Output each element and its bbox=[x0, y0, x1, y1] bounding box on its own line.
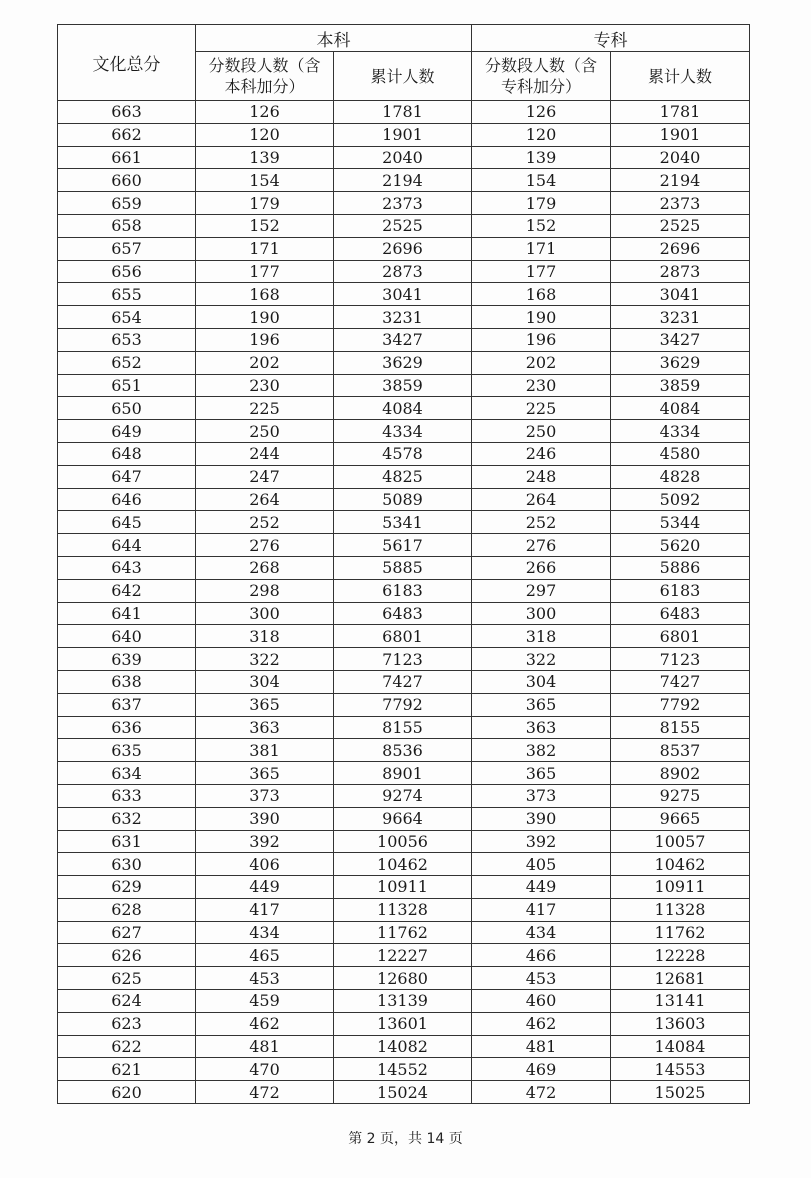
undergraduate-count-cell: 322 bbox=[196, 648, 334, 671]
table-row bbox=[58, 853, 750, 876]
table-row bbox=[58, 990, 750, 1013]
junior-college-count-cell: 365 bbox=[472, 693, 611, 716]
score-cell: 625 bbox=[58, 967, 196, 990]
undergraduate-cumulative-cell: 12680 bbox=[334, 967, 472, 990]
undergraduate-count-cell: 247 bbox=[196, 465, 334, 488]
junior-college-cumulative-cell: 14084 bbox=[611, 1035, 750, 1058]
undergraduate-cumulative-cell: 2873 bbox=[334, 260, 472, 283]
undergraduate-cumulative-cell: 3859 bbox=[334, 374, 472, 397]
score-column-header: 文化总分 bbox=[58, 25, 196, 101]
table-row bbox=[58, 944, 750, 967]
table-row bbox=[58, 123, 750, 146]
score-cell: 658 bbox=[58, 214, 196, 237]
junior-college-cumulative-cell: 3427 bbox=[611, 328, 750, 351]
undergraduate-cumulative-cell: 6183 bbox=[334, 579, 472, 602]
undergraduate-cumulative-cell: 10911 bbox=[334, 876, 472, 899]
score-cell: 626 bbox=[58, 944, 196, 967]
junior-college-cumulative-cell: 8902 bbox=[611, 762, 750, 785]
junior-college-count-cell: 276 bbox=[472, 534, 611, 557]
undergraduate-count-cell: 126 bbox=[196, 101, 334, 124]
undergraduate-cumulative-cell: 15024 bbox=[334, 1081, 472, 1104]
junior-college-count-cell: 469 bbox=[472, 1058, 611, 1081]
table-body bbox=[58, 101, 750, 1104]
undergraduate-count-cell: 154 bbox=[196, 169, 334, 192]
undergraduate-cumulative-cell: 2373 bbox=[334, 192, 472, 215]
table-row bbox=[58, 739, 750, 762]
table-row bbox=[58, 876, 750, 899]
undergraduate-cumulative-cell: 5089 bbox=[334, 488, 472, 511]
score-cell: 635 bbox=[58, 739, 196, 762]
score-cell: 655 bbox=[58, 283, 196, 306]
undergraduate-count-cell: 304 bbox=[196, 670, 334, 693]
junior-college-count-cell: 318 bbox=[472, 625, 611, 648]
table-row bbox=[58, 830, 750, 853]
junior-college-cumulative-cell: 2525 bbox=[611, 214, 750, 237]
undergraduate-count-cell: 406 bbox=[196, 853, 334, 876]
junior-college-count-cell: 365 bbox=[472, 762, 611, 785]
undergraduate-cumulative-cell: 9274 bbox=[334, 784, 472, 807]
junior-college-cumulative-cell: 12228 bbox=[611, 944, 750, 967]
table-row bbox=[58, 397, 750, 420]
undergraduate-count-cell: 390 bbox=[196, 807, 334, 830]
junior-college-cumulative-cell: 12681 bbox=[611, 967, 750, 990]
junior-college-count-cell: 266 bbox=[472, 556, 611, 579]
undergraduate-count-cell: 381 bbox=[196, 739, 334, 762]
table-row bbox=[58, 214, 750, 237]
undergraduate-count-cell: 196 bbox=[196, 328, 334, 351]
undergraduate-count-cell: 190 bbox=[196, 306, 334, 329]
undergraduate-cumulative-cell: 14552 bbox=[334, 1058, 472, 1081]
undergraduate-count-cell: 363 bbox=[196, 716, 334, 739]
junior-college-count-cell: 466 bbox=[472, 944, 611, 967]
undergraduate-count-cell: 453 bbox=[196, 967, 334, 990]
undergraduate-cumulative-cell: 8536 bbox=[334, 739, 472, 762]
junior-college-count-cell: 417 bbox=[472, 898, 611, 921]
score-cell: 646 bbox=[58, 488, 196, 511]
undergraduate-cumulative-cell: 9664 bbox=[334, 807, 472, 830]
table-row bbox=[58, 625, 750, 648]
junior-college-cumulative-cell: 7427 bbox=[611, 670, 750, 693]
undergraduate-count-header-line2: 本科加分） bbox=[224, 77, 305, 96]
score-cell: 621 bbox=[58, 1058, 196, 1081]
junior-college-count-cell: 179 bbox=[472, 192, 611, 215]
undergraduate-count-cell: 465 bbox=[196, 944, 334, 967]
table-row bbox=[58, 283, 750, 306]
junior-college-count-cell: 139 bbox=[472, 146, 611, 169]
undergraduate-cumulative-cell: 3427 bbox=[334, 328, 472, 351]
table-row bbox=[58, 306, 750, 329]
table-row bbox=[58, 1058, 750, 1081]
undergraduate-count-cell: 472 bbox=[196, 1081, 334, 1104]
table-row bbox=[58, 602, 750, 625]
junior-college-cumulative-cell: 10911 bbox=[611, 876, 750, 899]
undergraduate-cumulative-cell: 5885 bbox=[334, 556, 472, 579]
junior-college-count-cell: 168 bbox=[472, 283, 611, 306]
score-cell: 639 bbox=[58, 648, 196, 671]
undergraduate-count-cell: 365 bbox=[196, 762, 334, 785]
undergraduate-count-cell: 365 bbox=[196, 693, 334, 716]
junior-college-cumulative-cell: 9665 bbox=[611, 807, 750, 830]
junior-college-count-cell: 230 bbox=[472, 374, 611, 397]
junior-college-count-cell: 190 bbox=[472, 306, 611, 329]
undergraduate-count-cell: 392 bbox=[196, 830, 334, 853]
undergraduate-cumulative-cell: 2194 bbox=[334, 169, 472, 192]
table-row bbox=[58, 534, 750, 557]
undergraduate-cumulative-cell: 7792 bbox=[334, 693, 472, 716]
undergraduate-count-cell: 276 bbox=[196, 534, 334, 557]
undergraduate-count-cell: 449 bbox=[196, 876, 334, 899]
undergraduate-cumulative-cell: 4825 bbox=[334, 465, 472, 488]
junior-college-cumulative-cell: 10462 bbox=[611, 853, 750, 876]
score-cell: 653 bbox=[58, 328, 196, 351]
table-row bbox=[58, 579, 750, 602]
undergraduate-count-cell: 168 bbox=[196, 283, 334, 306]
undergraduate-cumulative-cell: 1901 bbox=[334, 123, 472, 146]
table-header bbox=[58, 25, 750, 101]
table-row bbox=[58, 1035, 750, 1058]
junior-college-cumulative-cell: 3859 bbox=[611, 374, 750, 397]
score-cell: 657 bbox=[58, 237, 196, 260]
table-row bbox=[58, 1081, 750, 1104]
junior-college-count-cell: 322 bbox=[472, 648, 611, 671]
junior-college-cumulative-cell: 5092 bbox=[611, 488, 750, 511]
junior-college-group-header: 专科 bbox=[472, 25, 750, 52]
table-row bbox=[58, 237, 750, 260]
junior-college-count-cell: 392 bbox=[472, 830, 611, 853]
score-cell: 649 bbox=[58, 420, 196, 443]
table-row bbox=[58, 762, 750, 785]
undergraduate-cumulative-cell: 3231 bbox=[334, 306, 472, 329]
undergraduate-cumulative-cell: 6483 bbox=[334, 602, 472, 625]
table-row bbox=[58, 967, 750, 990]
undergraduate-cumulative-cell: 4084 bbox=[334, 397, 472, 420]
junior-college-cumulative-cell: 4084 bbox=[611, 397, 750, 420]
undergraduate-count-cell: 373 bbox=[196, 784, 334, 807]
undergraduate-count-cell: 244 bbox=[196, 442, 334, 465]
junior-college-cumulative-cell: 6483 bbox=[611, 602, 750, 625]
table-row bbox=[58, 556, 750, 579]
undergraduate-count-cell: 152 bbox=[196, 214, 334, 237]
undergraduate-cumulative-cell: 8901 bbox=[334, 762, 472, 785]
score-cell: 661 bbox=[58, 146, 196, 169]
undergraduate-cumulative-cell: 7427 bbox=[334, 670, 472, 693]
junior-college-count-cell: 481 bbox=[472, 1035, 611, 1058]
junior-college-count-header bbox=[472, 52, 611, 101]
undergraduate-count-cell: 202 bbox=[196, 351, 334, 374]
junior-college-count-cell: 453 bbox=[472, 967, 611, 990]
junior-college-count-cell: 202 bbox=[472, 351, 611, 374]
undergraduate-cumulative-cell: 5617 bbox=[334, 534, 472, 557]
score-cell: 620 bbox=[58, 1081, 196, 1104]
score-cell: 645 bbox=[58, 511, 196, 534]
score-cell: 656 bbox=[58, 260, 196, 283]
table-row bbox=[58, 648, 750, 671]
table-row bbox=[58, 101, 750, 124]
undergraduate-cumulative-header: 累计人数 bbox=[334, 52, 472, 101]
junior-college-count-cell: 126 bbox=[472, 101, 611, 124]
score-cell: 629 bbox=[58, 876, 196, 899]
junior-college-cumulative-cell: 2873 bbox=[611, 260, 750, 283]
score-cell: 622 bbox=[58, 1035, 196, 1058]
junior-college-cumulative-cell: 3231 bbox=[611, 306, 750, 329]
score-cell: 623 bbox=[58, 1012, 196, 1035]
junior-college-count-cell: 246 bbox=[472, 442, 611, 465]
score-cell: 648 bbox=[58, 442, 196, 465]
junior-college-cumulative-cell: 13141 bbox=[611, 990, 750, 1013]
table-row bbox=[58, 374, 750, 397]
junior-college-cumulative-cell: 11328 bbox=[611, 898, 750, 921]
junior-college-count-cell: 264 bbox=[472, 488, 611, 511]
table-row bbox=[58, 442, 750, 465]
score-cell: 632 bbox=[58, 807, 196, 830]
junior-college-cumulative-cell: 15025 bbox=[611, 1081, 750, 1104]
table-row bbox=[58, 693, 750, 716]
undergraduate-cumulative-cell: 4334 bbox=[334, 420, 472, 443]
junior-college-cumulative-cell: 2194 bbox=[611, 169, 750, 192]
junior-college-count-cell: 248 bbox=[472, 465, 611, 488]
undergraduate-count-cell: 250 bbox=[196, 420, 334, 443]
undergraduate-count-cell: 318 bbox=[196, 625, 334, 648]
undergraduate-count-cell: 120 bbox=[196, 123, 334, 146]
junior-college-cumulative-cell: 3041 bbox=[611, 283, 750, 306]
score-distribution-table bbox=[57, 24, 750, 1104]
junior-college-count-cell: 300 bbox=[472, 602, 611, 625]
junior-college-cumulative-cell: 5886 bbox=[611, 556, 750, 579]
score-cell: 627 bbox=[58, 921, 196, 944]
score-cell: 652 bbox=[58, 351, 196, 374]
junior-college-cumulative-cell: 9275 bbox=[611, 784, 750, 807]
junior-college-cumulative-cell: 10057 bbox=[611, 830, 750, 853]
undergraduate-cumulative-cell: 11328 bbox=[334, 898, 472, 921]
junior-college-cumulative-cell: 5344 bbox=[611, 511, 750, 534]
page-footer: 第 2 页，共 14 页 bbox=[348, 1131, 463, 1147]
undergraduate-count-cell: 462 bbox=[196, 1012, 334, 1035]
junior-college-cumulative-cell: 2696 bbox=[611, 237, 750, 260]
junior-college-count-cell: 405 bbox=[472, 853, 611, 876]
junior-college-count-cell: 297 bbox=[472, 579, 611, 602]
table-row bbox=[58, 511, 750, 534]
junior-college-count-cell: 177 bbox=[472, 260, 611, 283]
undergraduate-count-cell: 434 bbox=[196, 921, 334, 944]
undergraduate-cumulative-cell: 6801 bbox=[334, 625, 472, 648]
undergraduate-count-cell: 179 bbox=[196, 192, 334, 215]
score-cell: 634 bbox=[58, 762, 196, 785]
junior-college-count-cell: 225 bbox=[472, 397, 611, 420]
table-row bbox=[58, 784, 750, 807]
junior-college-cumulative-cell: 8155 bbox=[611, 716, 750, 739]
junior-college-cumulative-cell: 1781 bbox=[611, 101, 750, 124]
undergraduate-count-cell: 300 bbox=[196, 602, 334, 625]
score-cell: 660 bbox=[58, 169, 196, 192]
score-cell: 630 bbox=[58, 853, 196, 876]
undergraduate-cumulative-cell: 11762 bbox=[334, 921, 472, 944]
score-cell: 640 bbox=[58, 625, 196, 648]
table-row bbox=[58, 465, 750, 488]
undergraduate-count-cell: 171 bbox=[196, 237, 334, 260]
junior-college-count-cell: 390 bbox=[472, 807, 611, 830]
junior-college-cumulative-cell: 7792 bbox=[611, 693, 750, 716]
table-row bbox=[58, 420, 750, 443]
junior-college-cumulative-cell: 4828 bbox=[611, 465, 750, 488]
score-cell: 647 bbox=[58, 465, 196, 488]
junior-college-count-header-line1: 分数段人数（含 bbox=[484, 56, 597, 75]
table-row bbox=[58, 192, 750, 215]
junior-college-cumulative-cell: 14553 bbox=[611, 1058, 750, 1081]
score-cell: 642 bbox=[58, 579, 196, 602]
table-row bbox=[58, 670, 750, 693]
junior-college-count-cell: 152 bbox=[472, 214, 611, 237]
junior-college-cumulative-cell: 8537 bbox=[611, 739, 750, 762]
score-cell: 644 bbox=[58, 534, 196, 557]
score-cell: 624 bbox=[58, 990, 196, 1013]
undergraduate-count-cell: 177 bbox=[196, 260, 334, 283]
junior-college-cumulative-cell: 2373 bbox=[611, 192, 750, 215]
undergraduate-count-cell: 298 bbox=[196, 579, 334, 602]
junior-college-cumulative-cell: 3629 bbox=[611, 351, 750, 374]
undergraduate-cumulative-cell: 10056 bbox=[334, 830, 472, 853]
junior-college-count-cell: 171 bbox=[472, 237, 611, 260]
junior-college-count-cell: 382 bbox=[472, 739, 611, 762]
undergraduate-cumulative-cell: 10462 bbox=[334, 853, 472, 876]
undergraduate-count-cell: 264 bbox=[196, 488, 334, 511]
undergraduate-cumulative-cell: 12227 bbox=[334, 944, 472, 967]
score-cell: 631 bbox=[58, 830, 196, 853]
undergraduate-cumulative-cell: 4578 bbox=[334, 442, 472, 465]
junior-college-count-cell: 196 bbox=[472, 328, 611, 351]
junior-college-cumulative-cell: 4334 bbox=[611, 420, 750, 443]
undergraduate-count-cell: 225 bbox=[196, 397, 334, 420]
junior-college-count-cell: 120 bbox=[472, 123, 611, 146]
table-row bbox=[58, 488, 750, 511]
junior-college-count-cell: 449 bbox=[472, 876, 611, 899]
score-cell: 654 bbox=[58, 306, 196, 329]
score-cell: 628 bbox=[58, 898, 196, 921]
undergraduate-cumulative-cell: 5341 bbox=[334, 511, 472, 534]
undergraduate-group-header: 本科 bbox=[196, 25, 472, 52]
table-row bbox=[58, 921, 750, 944]
junior-college-cumulative-cell: 13603 bbox=[611, 1012, 750, 1035]
score-cell: 641 bbox=[58, 602, 196, 625]
junior-college-cumulative-cell: 6801 bbox=[611, 625, 750, 648]
junior-college-count-cell: 434 bbox=[472, 921, 611, 944]
undergraduate-cumulative-cell: 2696 bbox=[334, 237, 472, 260]
junior-college-count-cell: 472 bbox=[472, 1081, 611, 1104]
junior-college-count-cell: 462 bbox=[472, 1012, 611, 1035]
undergraduate-count-cell: 252 bbox=[196, 511, 334, 534]
undergraduate-cumulative-cell: 3041 bbox=[334, 283, 472, 306]
score-cell: 651 bbox=[58, 374, 196, 397]
junior-college-cumulative-header: 累计人数 bbox=[611, 52, 750, 101]
score-cell: 638 bbox=[58, 670, 196, 693]
junior-college-cumulative-cell: 6183 bbox=[611, 579, 750, 602]
undergraduate-count-header bbox=[196, 52, 334, 101]
table-row bbox=[58, 716, 750, 739]
junior-college-count-cell: 304 bbox=[472, 670, 611, 693]
score-cell: 636 bbox=[58, 716, 196, 739]
undergraduate-count-header-line1: 分数段人数（含 bbox=[208, 56, 321, 75]
junior-college-count-cell: 250 bbox=[472, 420, 611, 443]
score-cell: 637 bbox=[58, 693, 196, 716]
table-row bbox=[58, 898, 750, 921]
undergraduate-cumulative-cell: 14082 bbox=[334, 1035, 472, 1058]
score-cell: 650 bbox=[58, 397, 196, 420]
undergraduate-cumulative-cell: 13601 bbox=[334, 1012, 472, 1035]
table-row bbox=[58, 169, 750, 192]
junior-college-cumulative-cell: 2040 bbox=[611, 146, 750, 169]
table-row bbox=[58, 351, 750, 374]
undergraduate-cumulative-cell: 2525 bbox=[334, 214, 472, 237]
score-cell: 633 bbox=[58, 784, 196, 807]
junior-college-cumulative-cell: 7123 bbox=[611, 648, 750, 671]
score-cell: 659 bbox=[58, 192, 196, 215]
undergraduate-cumulative-cell: 2040 bbox=[334, 146, 472, 169]
score-cell: 662 bbox=[58, 123, 196, 146]
junior-college-count-cell: 363 bbox=[472, 716, 611, 739]
junior-college-cumulative-cell: 4580 bbox=[611, 442, 750, 465]
undergraduate-cumulative-cell: 8155 bbox=[334, 716, 472, 739]
table-row bbox=[58, 146, 750, 169]
undergraduate-count-cell: 230 bbox=[196, 374, 334, 397]
table-row bbox=[58, 260, 750, 283]
undergraduate-cumulative-cell: 13139 bbox=[334, 990, 472, 1013]
score-cell: 663 bbox=[58, 101, 196, 124]
table-row bbox=[58, 807, 750, 830]
undergraduate-count-cell: 470 bbox=[196, 1058, 334, 1081]
undergraduate-cumulative-cell: 3629 bbox=[334, 351, 472, 374]
junior-college-count-cell: 373 bbox=[472, 784, 611, 807]
undergraduate-count-cell: 268 bbox=[196, 556, 334, 579]
junior-college-count-cell: 252 bbox=[472, 511, 611, 534]
undergraduate-count-cell: 139 bbox=[196, 146, 334, 169]
undergraduate-count-cell: 481 bbox=[196, 1035, 334, 1058]
undergraduate-count-cell: 417 bbox=[196, 898, 334, 921]
undergraduate-cumulative-cell: 1781 bbox=[334, 101, 472, 124]
junior-college-count-header-line2: 专科加分） bbox=[500, 77, 581, 96]
undergraduate-count-cell: 459 bbox=[196, 990, 334, 1013]
junior-college-cumulative-cell: 5620 bbox=[611, 534, 750, 557]
junior-college-count-cell: 460 bbox=[472, 990, 611, 1013]
score-cell: 643 bbox=[58, 556, 196, 579]
table-row bbox=[58, 328, 750, 351]
junior-college-cumulative-cell: 11762 bbox=[611, 921, 750, 944]
undergraduate-cumulative-cell: 7123 bbox=[334, 648, 472, 671]
junior-college-cumulative-cell: 1901 bbox=[611, 123, 750, 146]
junior-college-count-cell: 154 bbox=[472, 169, 611, 192]
table-row bbox=[58, 1012, 750, 1035]
